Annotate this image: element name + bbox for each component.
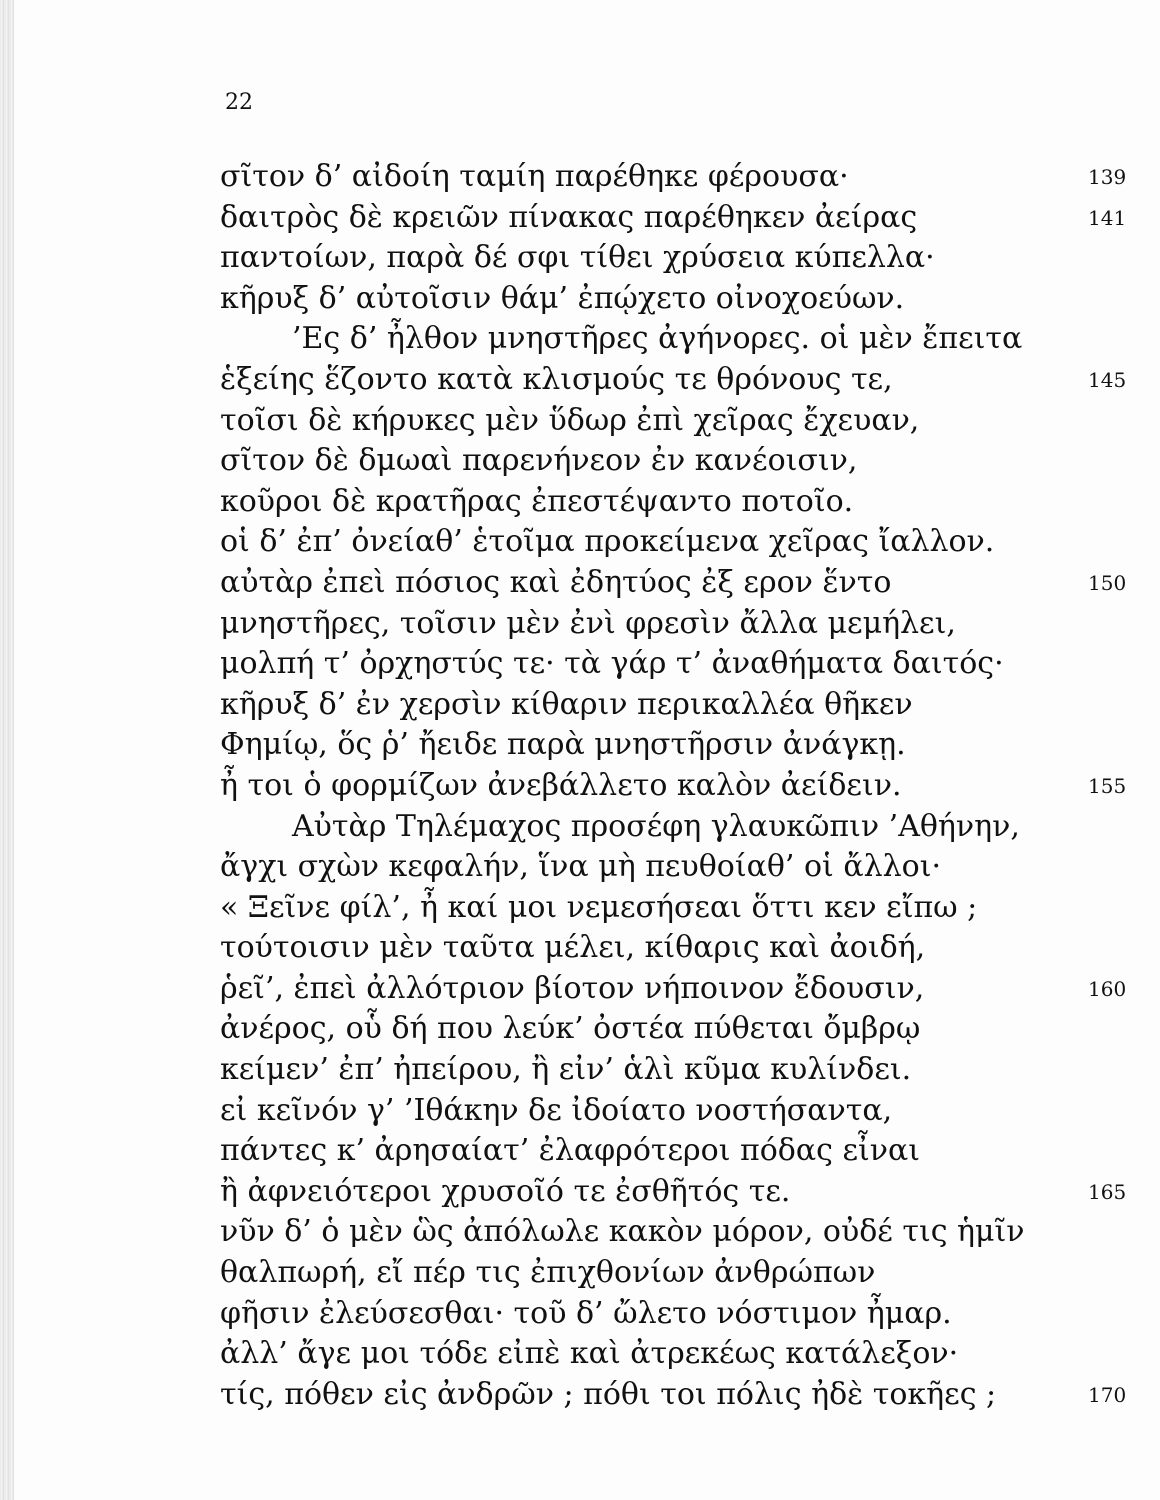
verse-line <box>220 604 1140 645</box>
line-number: 155 <box>1088 773 1127 798</box>
verse-text: Αὐτὰρ Τηλέμαχος προσέφη γλαυκῶπιν ’Αθήνην, <box>292 808 1020 844</box>
verse-text: ἀνέρος, οὗ δή που λεύκ’ ὀστέα πύθεται ὄμβρῳ <box>220 1011 921 1047</box>
verse-line <box>220 157 1140 198</box>
verse-text: αὐτὰρ ἐπεὶ πόσιος καὶ ἐδητύος ἐξ ερον ἕντο <box>220 564 892 600</box>
verse-text: « Ξεῖνε φίλ’, ἦ καί μοι νεμεσήσεαι ὅττι κεν εἴπω ; <box>220 889 978 925</box>
verse-text: ῥεῖ’, ἐπεὶ ἀλλότριον βίοτον νήποινον ἔδουσιν, <box>220 970 925 1006</box>
verse-text: ἑξείης ἕζοντο κατὰ κλισμούς τε θρόνους τε, <box>220 361 893 397</box>
verse-text: μολπή τ’ ὀρχηστύς τε· τὰ γάρ τ’ ἀναθήματα δαιτός· <box>220 646 1004 682</box>
line-number: 160 <box>1088 976 1127 1001</box>
verse-line <box>220 644 1140 685</box>
verse-line <box>220 725 1140 766</box>
line-number: 165 <box>1088 1179 1127 1204</box>
verse-line <box>220 482 1140 523</box>
verse-line <box>220 1172 1140 1213</box>
verse-text: νῦν δ’ ὁ μὲν ὣς ἀπόλωλε κακὸν μόρον, οὐδέ τις ἡμῖν <box>220 1214 1025 1250</box>
verse-text: Φημίῳ, ὅς ῥ’ ἤειδε παρὰ μνηστῆρσιν ἀνάγκῃ. <box>220 727 906 763</box>
line-number: 170 <box>1088 1382 1127 1407</box>
line-number: 139 <box>1088 165 1127 189</box>
verse-text: δαιτρὸς δὲ κρειῶν πίνακας παρέθηκεν ἀείρας <box>220 199 918 235</box>
verse-text: ἄγχι σχὼν κεφαλήν, ἵνα μὴ πευθοίαθ’ οἱ ἄλλοι· <box>220 849 941 885</box>
verse-text: σῖτον δὲ δμωαὶ παρενήνεον ἐν κανέοισιν, <box>220 443 858 479</box>
verse-block <box>220 157 1140 1415</box>
verse-text: εἰ κεῖνόν γ’ ’Ιθάκην δε ἰδοίατο νοστήσαντα, <box>220 1092 893 1128</box>
verse-line <box>220 1253 1140 1294</box>
verse-text: τούτοισιν μὲν ταῦτα μέλει, κίθαρις καὶ ἀοιδή, <box>220 930 926 966</box>
verse-line <box>220 969 1140 1010</box>
verse-line <box>220 319 1140 360</box>
verse-line <box>220 1375 1140 1416</box>
verse-text: τοῖσι δὲ κήρυκες μὲν ὕδωρ ἐπὶ χεῖρας ἔχευαν, <box>220 402 920 438</box>
verse-text: ἢ ἀφνειότεροι χρυσοῖό τε ἐσθῆτός τε. <box>220 1173 791 1209</box>
line-number: 150 <box>1088 570 1127 595</box>
verse-text: κείμεν’ ἐπ’ ἠπείρου, ἢ εἰν’ ἁλὶ κῦμα κυλίνδει. <box>220 1052 912 1088</box>
verse-line <box>220 1009 1140 1050</box>
verse-line <box>220 198 1140 239</box>
verse-text: ’Ες δ’ ἦλθον μνηστῆρες ἀγήνορες. οἱ μὲν ἔπειτα <box>292 321 1023 357</box>
verse-line <box>220 238 1140 279</box>
verse-line <box>220 441 1140 482</box>
line-number: 141 <box>1088 205 1127 230</box>
verse-line <box>220 563 1140 604</box>
page-edge <box>0 0 14 1500</box>
verse-text: φῆσιν ἐλεύσεσθαι· τοῦ δ’ ὤλετο νόστιμον ἦμαρ. <box>220 1295 952 1331</box>
verse-line <box>220 360 1140 401</box>
verse-text: ἦ τοι ὁ φορμίζων ἀνεβάλλετο καλὸν ἀείδειν. <box>220 767 902 803</box>
verse-text: κοῦροι δὲ κρατῆρας ἐπεστέψαντο ποτοῖο. <box>220 483 854 519</box>
verse-text: τίς, πόθεν εἰς ἀνδρῶν ; πόθι τοι πόλις ἠδὲ τοκῆες ; <box>220 1376 997 1412</box>
page-number: 22 <box>225 90 253 115</box>
verse-line <box>220 766 1140 807</box>
verse-text: σῖτον δ’ αἰδοίη ταμίη παρέθηκε φέρουσα· <box>220 159 849 194</box>
verse-text: θαλπωρή, εἴ πέρ τις ἐπιχθονίων ἀνθρώπων <box>220 1255 876 1291</box>
verse-line <box>220 1050 1140 1091</box>
verse-line <box>220 1212 1140 1253</box>
verse-text: ἀλλ’ ἄγε μοι τόδε εἰπὲ καὶ ἀτρεκέως κατάλεξον· <box>220 1336 959 1372</box>
verse-line <box>220 888 1140 929</box>
verse-text: πάντες κ’ ἀρησαίατ’ ἐλαφρότεροι πόδας εἶναι <box>220 1133 921 1169</box>
verse-line <box>220 685 1140 726</box>
verse-line <box>220 847 1140 888</box>
verse-line <box>220 279 1140 320</box>
verse-line <box>220 401 1140 442</box>
verse-text: κῆρυξ δ’ αὐτοῖσιν θάμ’ ἐπῴχετο οἰνοχοεύων. <box>220 280 905 316</box>
verse-line <box>220 1294 1140 1335</box>
line-number: 145 <box>1088 367 1127 392</box>
verse-line <box>220 522 1140 563</box>
verse-text: κῆρυξ δ’ ἐν χερσὶν κίθαριν περικαλλέα θῆκεν <box>220 686 913 722</box>
verse-text: παντοίων, παρὰ δέ σφι τίθει χρύσεια κύπελλα· <box>220 240 935 276</box>
verse-line <box>220 928 1140 969</box>
verse-line <box>220 807 1140 848</box>
verse-line <box>220 1334 1140 1375</box>
verse-line <box>220 1091 1140 1132</box>
verse-line <box>220 1131 1140 1172</box>
verse-text: μνηστῆρες, τοῖσιν μὲν ἐνὶ φρεσὶν ἄλλα μεμήλει, <box>220 605 956 641</box>
verse-text: οἱ δ’ ἐπ’ ὀνείαθ’ ἑτοῖμα προκείμενα χεῖρας ἴαλλον. <box>220 524 995 560</box>
